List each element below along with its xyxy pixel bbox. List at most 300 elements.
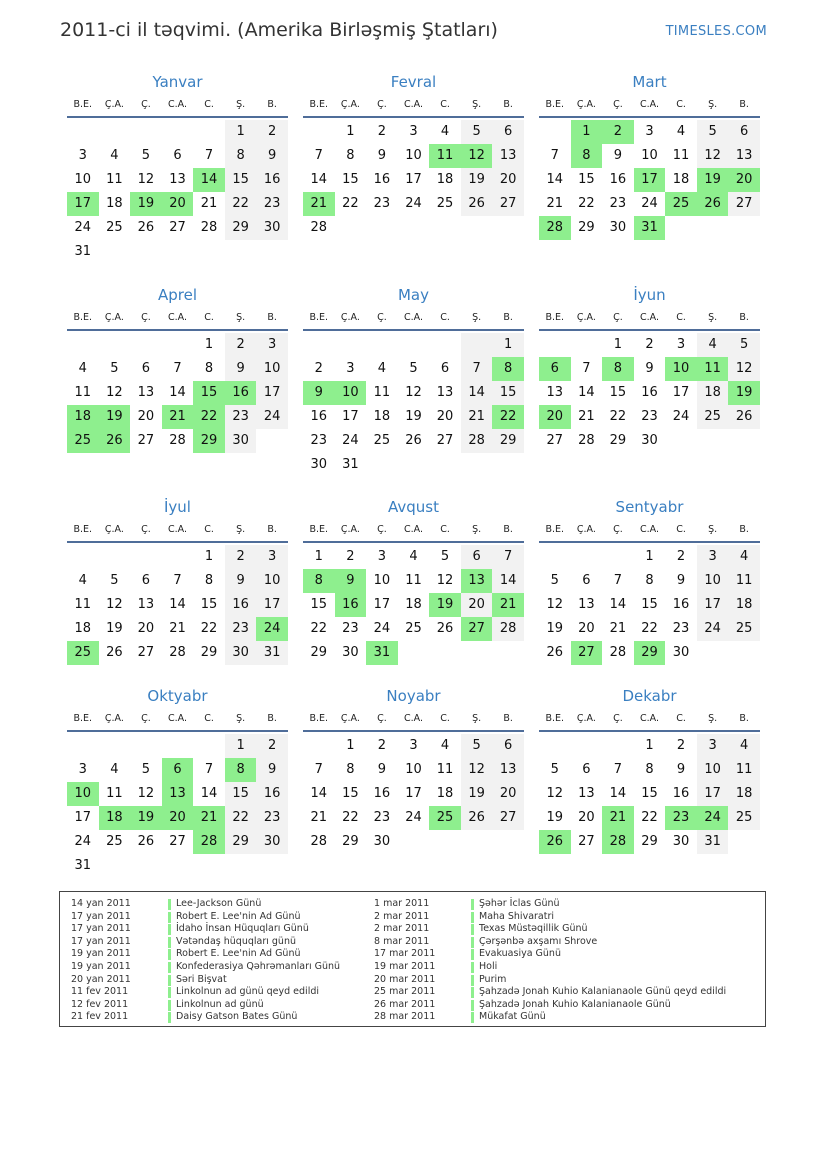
- day-cell[interactable]: 25: [405, 621, 422, 636]
- day-cell[interactable]: 3: [377, 549, 387, 564]
- day-cell[interactable]: 9: [225, 569, 257, 593]
- day-cell[interactable]: 21: [310, 810, 328, 825]
- day-cell[interactable]: 28: [609, 645, 627, 660]
- day-cell[interactable]: 1: [225, 120, 257, 144]
- day-cell[interactable]: 16: [225, 593, 257, 617]
- day-cell[interactable]: 16: [256, 782, 288, 806]
- day-cell[interactable]: 9: [377, 148, 387, 163]
- day-cell[interactable]: 21: [492, 593, 524, 617]
- day-cell[interactable]: 10: [373, 573, 391, 588]
- day-cell[interactable]: 14: [578, 385, 595, 400]
- day-cell[interactable]: 16: [335, 593, 367, 617]
- day-cell[interactable]: 26: [697, 192, 729, 216]
- day-cell[interactable]: 3: [256, 333, 288, 357]
- day-cell[interactable]: 29: [310, 645, 328, 660]
- day-cell[interactable]: 11: [728, 569, 760, 593]
- day-cell[interactable]: 30: [256, 216, 288, 240]
- day-cell[interactable]: 28: [539, 216, 571, 240]
- day-cell[interactable]: 20: [578, 621, 595, 636]
- day-cell[interactable]: 24: [405, 810, 422, 825]
- day-cell[interactable]: 14: [169, 385, 186, 400]
- day-cell[interactable]: 7: [173, 361, 182, 376]
- day-cell[interactable]: 13: [137, 385, 155, 400]
- day-cell[interactable]: 30: [225, 429, 257, 453]
- day-cell[interactable]: 27: [137, 433, 155, 448]
- day-cell[interactable]: 6: [492, 734, 524, 758]
- day-cell[interactable]: 5: [728, 333, 760, 357]
- day-cell[interactable]: 5: [141, 762, 151, 777]
- day-cell[interactable]: 17: [405, 786, 422, 801]
- brand-link[interactable]: TIMESLES.COM: [665, 24, 767, 39]
- day-cell[interactable]: 4: [110, 148, 119, 163]
- day-cell[interactable]: 5: [550, 573, 559, 588]
- day-cell[interactable]: 2: [314, 361, 323, 376]
- day-cell[interactable]: 7: [613, 573, 623, 588]
- day-cell[interactable]: 20: [578, 810, 595, 825]
- day-cell[interactable]: 22: [342, 810, 359, 825]
- day-cell[interactable]: 15: [225, 168, 257, 192]
- day-cell[interactable]: 15: [342, 172, 359, 187]
- day-cell[interactable]: 5: [110, 361, 119, 376]
- day-cell[interactable]: 15: [342, 786, 359, 801]
- day-cell[interactable]: 28: [492, 617, 524, 641]
- day-cell[interactable]: 3: [697, 734, 729, 758]
- day-cell[interactable]: 9: [676, 762, 686, 777]
- day-cell[interactable]: 10: [665, 357, 697, 381]
- day-cell[interactable]: 27: [461, 617, 493, 641]
- day-cell[interactable]: 13: [546, 385, 564, 400]
- day-cell[interactable]: 28: [578, 433, 595, 448]
- day-cell[interactable]: 8: [225, 144, 257, 168]
- day-cell[interactable]: 20: [436, 409, 454, 424]
- day-cell[interactable]: 13: [492, 758, 524, 782]
- day-cell[interactable]: 8: [602, 357, 634, 381]
- day-cell[interactable]: 19: [546, 810, 564, 825]
- day-cell[interactable]: 21: [609, 621, 627, 636]
- day-cell[interactable]: 10: [405, 148, 422, 163]
- day-cell[interactable]: 19: [130, 192, 162, 216]
- day-cell[interactable]: 28: [169, 645, 186, 660]
- day-cell[interactable]: 16: [641, 385, 658, 400]
- day-cell[interactable]: 31: [697, 830, 729, 854]
- day-cell[interactable]: 12: [546, 597, 564, 612]
- day-cell[interactable]: 6: [461, 545, 493, 569]
- day-cell[interactable]: 21: [578, 409, 595, 424]
- day-cell[interactable]: 7: [550, 148, 559, 163]
- day-cell[interactable]: 30: [256, 830, 288, 854]
- day-cell[interactable]: 22: [225, 192, 257, 216]
- day-cell[interactable]: 13: [578, 786, 595, 801]
- day-cell[interactable]: 8: [346, 148, 355, 163]
- day-cell[interactable]: 20: [539, 405, 571, 429]
- day-cell[interactable]: 30: [342, 645, 359, 660]
- day-cell[interactable]: 30: [225, 641, 257, 665]
- day-cell[interactable]: 26: [539, 830, 571, 854]
- day-cell[interactable]: 18: [697, 381, 729, 405]
- day-cell[interactable]: 19: [99, 405, 131, 429]
- day-cell[interactable]: 15: [200, 597, 218, 612]
- day-cell[interactable]: 26: [461, 806, 493, 830]
- day-cell[interactable]: 20: [162, 192, 194, 216]
- day-cell[interactable]: 26: [546, 645, 564, 660]
- day-cell[interactable]: 23: [373, 196, 391, 211]
- day-cell[interactable]: 15: [193, 381, 225, 405]
- day-cell[interactable]: 7: [204, 148, 214, 163]
- day-cell[interactable]: 19: [697, 168, 729, 192]
- day-cell[interactable]: 18: [67, 405, 99, 429]
- day-cell[interactable]: 11: [672, 148, 690, 163]
- day-cell[interactable]: 14: [609, 786, 627, 801]
- day-cell[interactable]: 26: [137, 834, 155, 849]
- day-cell[interactable]: 5: [440, 549, 450, 564]
- day-cell[interactable]: 4: [409, 549, 418, 564]
- day-cell[interactable]: 23: [256, 806, 288, 830]
- day-cell[interactable]: 23: [256, 192, 288, 216]
- day-cell[interactable]: 19: [461, 782, 493, 806]
- day-cell[interactable]: 2: [377, 738, 387, 753]
- day-cell[interactable]: 9: [256, 144, 288, 168]
- day-cell[interactable]: 17: [373, 597, 391, 612]
- day-cell[interactable]: 13: [492, 144, 524, 168]
- day-cell[interactable]: 25: [106, 220, 123, 235]
- day-cell[interactable]: 18: [373, 409, 391, 424]
- day-cell[interactable]: 27: [137, 645, 155, 660]
- day-cell[interactable]: 19: [405, 409, 422, 424]
- day-cell[interactable]: 20: [137, 621, 155, 636]
- day-cell[interactable]: 11: [106, 786, 123, 801]
- day-cell[interactable]: 15: [578, 172, 595, 187]
- day-cell[interactable]: 1: [645, 738, 654, 753]
- day-cell[interactable]: 11: [436, 762, 454, 777]
- day-cell[interactable]: 30: [672, 645, 690, 660]
- day-cell[interactable]: 2: [225, 545, 257, 569]
- day-cell[interactable]: 18: [405, 597, 422, 612]
- day-cell[interactable]: 9: [645, 361, 654, 376]
- day-cell[interactable]: 30: [373, 834, 391, 849]
- day-cell[interactable]: 21: [169, 621, 186, 636]
- day-cell[interactable]: 5: [409, 361, 418, 376]
- day-cell[interactable]: 2: [256, 734, 288, 758]
- day-cell[interactable]: 18: [728, 782, 760, 806]
- day-cell[interactable]: 14: [193, 168, 225, 192]
- day-cell[interactable]: 21: [303, 192, 335, 216]
- day-cell[interactable]: 14: [492, 569, 524, 593]
- day-cell[interactable]: 22: [641, 810, 658, 825]
- day-cell[interactable]: 2: [256, 120, 288, 144]
- day-cell[interactable]: 1: [346, 124, 355, 139]
- day-cell[interactable]: 4: [440, 124, 450, 139]
- day-cell[interactable]: 26: [106, 645, 123, 660]
- day-cell[interactable]: 29: [200, 645, 218, 660]
- day-cell[interactable]: 27: [492, 806, 524, 830]
- day-cell[interactable]: 20: [137, 409, 155, 424]
- day-cell[interactable]: 13: [169, 172, 186, 187]
- day-cell[interactable]: 14: [461, 381, 493, 405]
- day-cell[interactable]: 7: [314, 148, 323, 163]
- day-cell[interactable]: 14: [609, 597, 627, 612]
- day-cell[interactable]: 18: [74, 621, 92, 636]
- day-cell[interactable]: 2: [676, 738, 686, 753]
- day-cell[interactable]: 13: [436, 385, 454, 400]
- day-cell[interactable]: 21: [461, 405, 493, 429]
- day-cell[interactable]: 6: [728, 120, 760, 144]
- day-cell[interactable]: 28: [200, 220, 218, 235]
- day-cell[interactable]: 7: [492, 545, 524, 569]
- day-cell[interactable]: 12: [106, 597, 123, 612]
- day-cell[interactable]: 30: [609, 220, 627, 235]
- day-cell[interactable]: 6: [582, 573, 591, 588]
- day-cell[interactable]: 16: [672, 786, 690, 801]
- day-cell[interactable]: 25: [106, 834, 123, 849]
- day-cell[interactable]: 4: [110, 762, 119, 777]
- day-cell[interactable]: 23: [373, 810, 391, 825]
- day-cell[interactable]: 16: [373, 172, 391, 187]
- day-cell[interactable]: 27: [728, 192, 760, 216]
- day-cell[interactable]: 12: [436, 573, 454, 588]
- day-cell[interactable]: 25: [697, 405, 729, 429]
- day-cell[interactable]: 1: [613, 337, 623, 352]
- day-cell[interactable]: 3: [78, 762, 87, 777]
- day-cell[interactable]: 10: [67, 782, 99, 806]
- day-cell[interactable]: 2: [645, 337, 654, 352]
- day-cell[interactable]: 3: [346, 361, 355, 376]
- day-cell[interactable]: 25: [67, 429, 99, 453]
- day-cell[interactable]: 28: [193, 830, 225, 854]
- day-cell[interactable]: 15: [641, 597, 658, 612]
- day-cell[interactable]: 6: [440, 361, 450, 376]
- day-cell[interactable]: 29: [225, 830, 257, 854]
- day-cell[interactable]: 10: [641, 148, 658, 163]
- day-cell[interactable]: 29: [225, 216, 257, 240]
- day-cell[interactable]: 7: [461, 357, 493, 381]
- day-cell[interactable]: 5: [461, 120, 493, 144]
- day-cell[interactable]: 22: [492, 405, 524, 429]
- day-cell[interactable]: 19: [130, 806, 162, 830]
- day-cell[interactable]: 6: [539, 357, 571, 381]
- day-cell[interactable]: 6: [492, 120, 524, 144]
- day-cell[interactable]: 20: [492, 168, 524, 192]
- day-cell[interactable]: 2: [602, 120, 634, 144]
- day-cell[interactable]: 11: [74, 385, 92, 400]
- day-cell[interactable]: 31: [366, 641, 398, 665]
- day-cell[interactable]: 12: [697, 144, 729, 168]
- day-cell[interactable]: 7: [613, 762, 623, 777]
- day-cell[interactable]: 17: [672, 385, 690, 400]
- day-cell[interactable]: 18: [99, 806, 131, 830]
- day-cell[interactable]: 27: [492, 192, 524, 216]
- day-cell[interactable]: 25: [373, 433, 391, 448]
- day-cell[interactable]: 10: [697, 569, 729, 593]
- day-cell[interactable]: 21: [162, 405, 194, 429]
- day-cell[interactable]: 3: [697, 545, 729, 569]
- day-cell[interactable]: 17: [634, 168, 666, 192]
- day-cell[interactable]: 28: [602, 830, 634, 854]
- day-cell[interactable]: 7: [173, 573, 182, 588]
- day-cell[interactable]: 13: [728, 144, 760, 168]
- day-cell[interactable]: 23: [672, 621, 690, 636]
- day-cell[interactable]: 19: [546, 621, 564, 636]
- day-cell[interactable]: 20: [492, 782, 524, 806]
- day-cell[interactable]: 16: [310, 409, 328, 424]
- day-cell[interactable]: 12: [137, 172, 155, 187]
- day-cell[interactable]: 11: [373, 385, 391, 400]
- day-cell[interactable]: 12: [461, 758, 493, 782]
- day-cell[interactable]: 18: [436, 786, 454, 801]
- day-cell[interactable]: 24: [672, 409, 690, 424]
- day-cell[interactable]: 19: [461, 168, 493, 192]
- day-cell[interactable]: 6: [141, 573, 151, 588]
- day-cell[interactable]: 25: [728, 617, 760, 641]
- day-cell[interactable]: 31: [342, 457, 359, 472]
- day-cell[interactable]: 2: [676, 549, 686, 564]
- day-cell[interactable]: 10: [256, 569, 288, 593]
- day-cell[interactable]: 17: [697, 593, 729, 617]
- day-cell[interactable]: 25: [67, 641, 99, 665]
- day-cell[interactable]: 26: [461, 192, 493, 216]
- day-cell[interactable]: 2: [377, 124, 387, 139]
- day-cell[interactable]: 15: [492, 381, 524, 405]
- day-cell[interactable]: 20: [461, 593, 493, 617]
- day-cell[interactable]: 29: [342, 834, 359, 849]
- day-cell[interactable]: 25: [436, 196, 454, 211]
- day-cell[interactable]: 28: [169, 433, 186, 448]
- day-cell[interactable]: 1: [204, 337, 214, 352]
- day-cell[interactable]: 26: [99, 429, 131, 453]
- day-cell[interactable]: 12: [137, 786, 155, 801]
- day-cell[interactable]: 22: [342, 196, 359, 211]
- day-cell[interactable]: 22: [609, 409, 627, 424]
- day-cell[interactable]: 16: [256, 168, 288, 192]
- day-cell[interactable]: 11: [429, 144, 461, 168]
- day-cell[interactable]: 27: [436, 433, 454, 448]
- day-cell[interactable]: 14: [546, 172, 564, 187]
- day-cell[interactable]: 11: [697, 357, 729, 381]
- day-cell[interactable]: 10: [697, 758, 729, 782]
- day-cell[interactable]: 4: [440, 738, 450, 753]
- day-cell[interactable]: 19: [728, 381, 760, 405]
- day-cell[interactable]: 26: [137, 220, 155, 235]
- day-cell[interactable]: 1: [492, 333, 524, 357]
- day-cell[interactable]: 4: [728, 545, 760, 569]
- day-cell[interactable]: 7: [204, 762, 214, 777]
- day-cell[interactable]: 13: [162, 782, 194, 806]
- day-cell[interactable]: 10: [335, 381, 367, 405]
- day-cell[interactable]: 12: [405, 385, 422, 400]
- day-cell[interactable]: 10: [74, 172, 92, 187]
- day-cell[interactable]: 28: [461, 429, 493, 453]
- day-cell[interactable]: 6: [162, 758, 194, 782]
- day-cell[interactable]: 16: [373, 786, 391, 801]
- day-cell[interactable]: 22: [578, 196, 595, 211]
- day-cell[interactable]: 14: [310, 786, 328, 801]
- day-cell[interactable]: 5: [110, 573, 119, 588]
- day-cell[interactable]: 24: [697, 806, 729, 830]
- day-cell[interactable]: 19: [106, 621, 123, 636]
- day-cell[interactable]: 9: [256, 758, 288, 782]
- day-cell[interactable]: 9: [225, 357, 257, 381]
- day-cell[interactable]: 17: [697, 782, 729, 806]
- day-cell[interactable]: 29: [193, 429, 225, 453]
- day-cell[interactable]: 17: [67, 192, 99, 216]
- day-cell[interactable]: 31: [256, 641, 288, 665]
- day-cell[interactable]: 24: [373, 621, 391, 636]
- day-cell[interactable]: 27: [571, 641, 603, 665]
- day-cell[interactable]: 26: [436, 621, 454, 636]
- day-cell[interactable]: 21: [546, 196, 564, 211]
- day-cell[interactable]: 29: [578, 220, 595, 235]
- day-cell[interactable]: 19: [429, 593, 461, 617]
- day-cell[interactable]: 29: [634, 641, 666, 665]
- day-cell[interactable]: 17: [405, 172, 422, 187]
- day-cell[interactable]: 3: [78, 148, 87, 163]
- day-cell[interactable]: 15: [310, 597, 328, 612]
- day-cell[interactable]: 22: [641, 621, 658, 636]
- day-cell[interactable]: 17: [256, 593, 288, 617]
- day-cell[interactable]: 12: [461, 144, 493, 168]
- day-cell[interactable]: 24: [74, 834, 92, 849]
- day-cell[interactable]: 11: [728, 758, 760, 782]
- day-cell[interactable]: 10: [256, 357, 288, 381]
- day-cell[interactable]: 4: [728, 734, 760, 758]
- day-cell[interactable]: 23: [342, 621, 359, 636]
- day-cell[interactable]: 8: [204, 361, 214, 376]
- day-cell[interactable]: 16: [672, 597, 690, 612]
- day-cell[interactable]: 13: [578, 597, 595, 612]
- day-cell[interactable]: 15: [225, 782, 257, 806]
- day-cell[interactable]: 15: [609, 385, 627, 400]
- day-cell[interactable]: 12: [546, 786, 564, 801]
- day-cell[interactable]: 5: [141, 148, 151, 163]
- day-cell[interactable]: 9: [377, 762, 387, 777]
- day-cell[interactable]: 24: [256, 617, 288, 641]
- day-cell[interactable]: 22: [200, 621, 218, 636]
- day-cell[interactable]: 27: [578, 834, 595, 849]
- day-cell[interactable]: 6: [173, 148, 182, 163]
- day-cell[interactable]: 21: [193, 806, 225, 830]
- day-cell[interactable]: 25: [728, 806, 760, 830]
- day-cell[interactable]: 7: [314, 762, 323, 777]
- day-cell[interactable]: 3: [409, 738, 418, 753]
- day-cell[interactable]: 3: [409, 124, 418, 139]
- day-cell[interactable]: 14: [169, 597, 186, 612]
- day-cell[interactable]: 5: [461, 734, 493, 758]
- day-cell[interactable]: 1: [314, 549, 323, 564]
- day-cell[interactable]: 29: [609, 433, 627, 448]
- day-cell[interactable]: 6: [141, 361, 151, 376]
- day-cell[interactable]: 25: [429, 806, 461, 830]
- day-cell[interactable]: 1: [645, 549, 654, 564]
- day-cell[interactable]: 8: [571, 144, 603, 168]
- day-cell[interactable]: 23: [609, 196, 627, 211]
- day-cell[interactable]: 26: [728, 405, 760, 429]
- day-cell[interactable]: 4: [78, 573, 87, 588]
- day-cell[interactable]: 18: [436, 172, 454, 187]
- day-cell[interactable]: 11: [405, 573, 422, 588]
- day-cell[interactable]: 18: [106, 196, 123, 211]
- day-cell[interactable]: 30: [672, 834, 690, 849]
- day-cell[interactable]: 13: [137, 597, 155, 612]
- day-cell[interactable]: 4: [697, 333, 729, 357]
- day-cell[interactable]: 1: [204, 549, 214, 564]
- day-cell[interactable]: 7: [582, 361, 591, 376]
- day-cell[interactable]: 8: [225, 758, 257, 782]
- day-cell[interactable]: 20: [162, 806, 194, 830]
- day-cell[interactable]: 4: [78, 361, 87, 376]
- day-cell[interactable]: 24: [256, 405, 288, 429]
- day-cell[interactable]: 13: [461, 569, 493, 593]
- day-cell[interactable]: 10: [405, 762, 422, 777]
- day-cell[interactable]: 27: [546, 433, 564, 448]
